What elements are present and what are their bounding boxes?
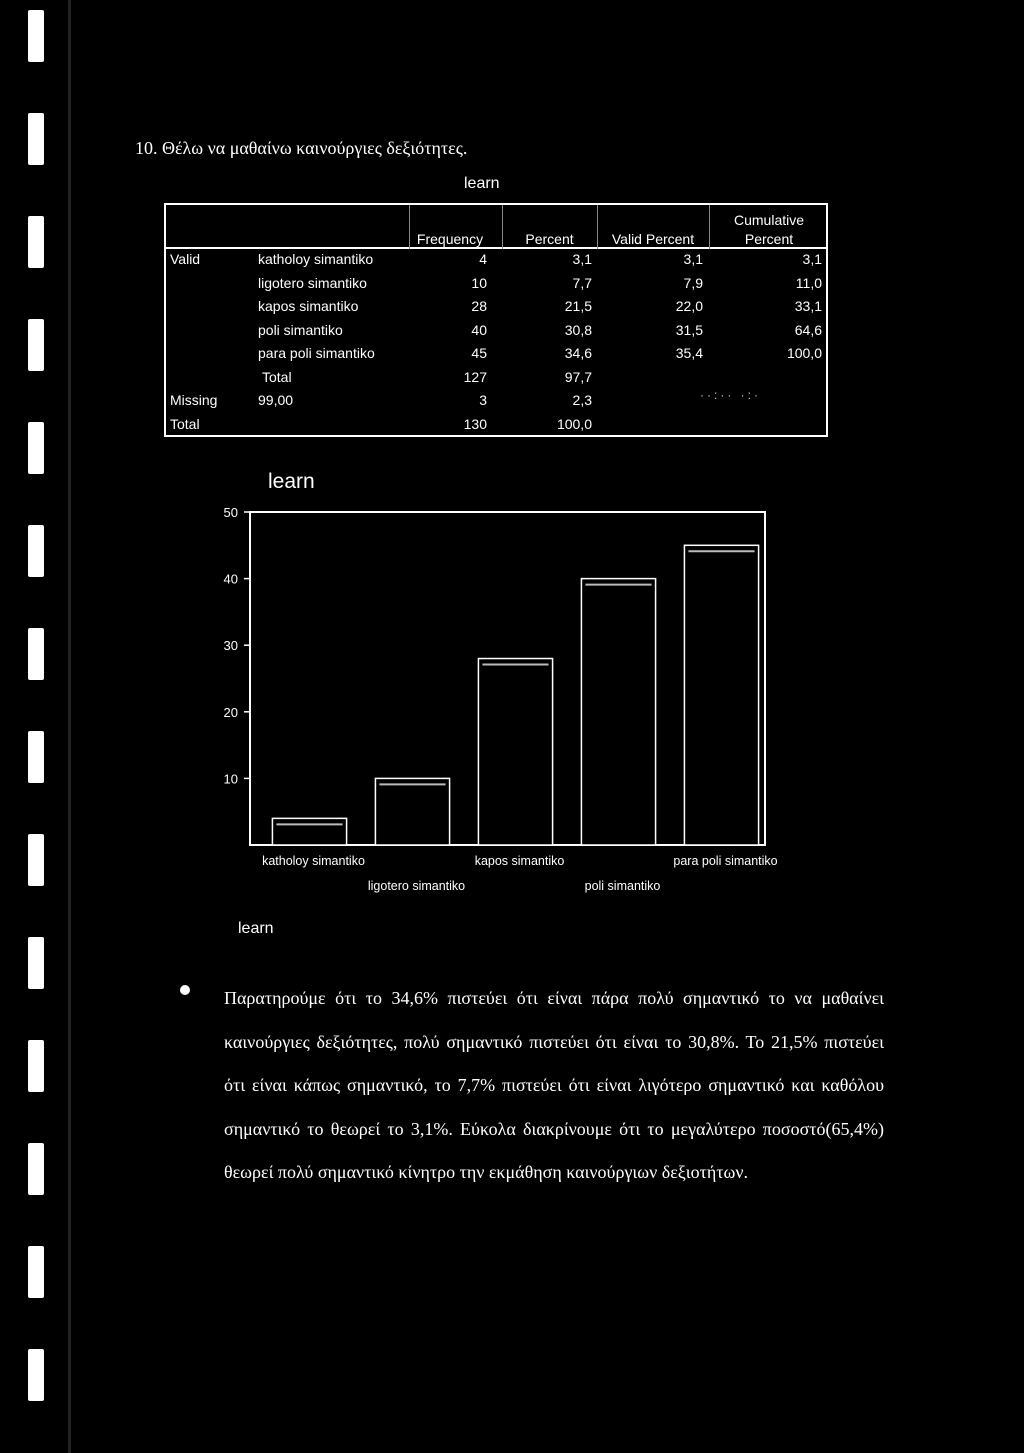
cell-percent: 97,7 — [564, 368, 592, 385]
cell-frequency: 28 — [471, 298, 487, 314]
cell-frequency: 127 — [463, 368, 487, 385]
y-tick-label: 20 — [223, 704, 238, 720]
cell-valid-percent: 7,9 — [683, 274, 703, 291]
cell-cumulative: 3,1 — [802, 251, 822, 267]
header-cumulative: Cumulative — [733, 212, 805, 228]
bar — [684, 545, 758, 845]
bar — [581, 579, 655, 845]
row-label: Total — [262, 368, 292, 385]
row-group: Missing — [170, 392, 218, 408]
header-valid-percent: Valid Percent — [611, 231, 695, 247]
cell-valid-percent: 35,4 — [675, 345, 703, 361]
cell-frequency: 4 — [479, 251, 487, 267]
table-caption: learn — [464, 175, 500, 192]
x-tick-label: kapos simantiko — [474, 854, 565, 868]
cell-frequency: 130 — [463, 415, 487, 432]
bar — [272, 818, 346, 845]
commentary-paragraph: Παρατηρούμε ότι το 34,6% πιστεύει ότι είναι πάρα πολύ σημαντικό το να μαθαίνει καινούργιες δεξιότητες, πολύ σημαντικό πιστεύει ότι είναι το 30,8%. Το 21,5% πιστεύει ότι είναι κάπως σημαντικό, το 7,7% πιστεύει ότι είναι λιγότερο σημαντικό και καθόλου σημαντικό το θεωρεί το 3,1%. Εύκολα διακρίνουμε ότι το μεγαλύτερο ποσοστό(65,4%) θεωρεί πολύ σημαντικό κίνητρο την εκμάθηση καινούργιων δεξιοτήτων. — [224, 988, 884, 1182]
y-tick-label: 30 — [223, 638, 238, 654]
cell-valid-percent: 3,1 — [683, 251, 703, 267]
cell-frequency: 3 — [479, 392, 487, 408]
cell-frequency: 45 — [471, 345, 487, 361]
y-tick-label: 40 — [223, 571, 238, 587]
header-cumulative-percent: Percent — [744, 231, 794, 247]
question-title: 10. Θέλω να μαθαίνω καινούργιες δεξιότητες. — [135, 138, 468, 158]
x-tick-label: poli simantiko — [584, 879, 661, 893]
y-tick-label: 50 — [223, 505, 238, 520]
bullet-icon — [180, 985, 190, 995]
x-tick-label: ligotero simantiko — [367, 879, 466, 893]
cell-frequency: 40 — [471, 321, 487, 338]
row-label: katholoy simantiko — [258, 251, 374, 267]
cell-percent: 7,7 — [572, 274, 592, 291]
chart-title: learn — [268, 470, 315, 493]
header-frequency: Frequency — [416, 231, 484, 247]
cell-percent: 30,8 — [564, 321, 592, 338]
row-label: poli simantiko — [258, 321, 343, 338]
cell-cumulative: 64,6 — [794, 321, 822, 338]
bar — [375, 778, 449, 845]
row-label: ligotero simantiko — [258, 274, 367, 291]
row-label: kapos simantiko — [258, 298, 359, 314]
scan-smudge: ··:·· ·:· — [700, 388, 761, 402]
cell-cumulative: 33,1 — [794, 298, 822, 314]
row-label: para poli simantiko — [258, 345, 375, 361]
chart-variable-label: learn — [238, 920, 274, 937]
header-percent: Percent — [525, 231, 574, 247]
row-label: 99,00 — [258, 392, 294, 408]
cell-cumulative: 11,0 — [795, 274, 822, 291]
cell-frequency: 10 — [471, 274, 487, 291]
cell-percent: 3,1 — [572, 251, 592, 267]
x-tick-label: para poli simantiko — [673, 854, 778, 868]
cell-percent: 21,5 — [564, 298, 592, 314]
row-group: Total — [170, 415, 200, 432]
cell-percent: 34,6 — [564, 345, 592, 361]
row-group: Valid — [170, 251, 201, 267]
cell-valid-percent: 31,5 — [675, 321, 703, 338]
y-tick-label: 10 — [223, 771, 238, 787]
cell-valid-percent: 22,0 — [675, 298, 703, 314]
x-tick-label: katholoy simantiko — [262, 854, 365, 868]
bar — [478, 659, 552, 845]
cell-percent: 2,3 — [572, 392, 592, 408]
cell-percent: 100,0 — [556, 415, 592, 432]
cell-cumulative: 100,0 — [786, 345, 822, 361]
